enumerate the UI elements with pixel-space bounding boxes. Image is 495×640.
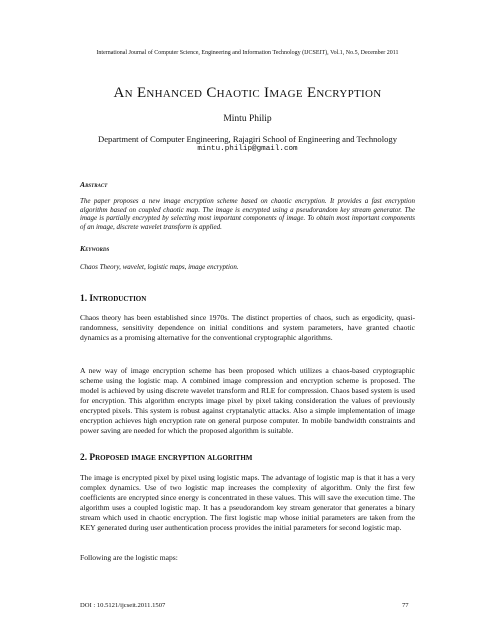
section-heading-introduction: 1. Introduction: [80, 294, 147, 304]
intro-paragraph-1: Chaos theory has been established since 1970s. The distinct properties of chaos, such as ergodicity, quasi-randomness, sensitivity dependence on initial conditions and system parameters, have granted chaotic dynamics as a promising alternative for the conventional cryptographic algorithms.: [80, 313, 415, 342]
section-heading-proposed-algorithm: 2. Proposed image encryption algorithm: [80, 453, 253, 463]
author-name: Mintu Philip: [223, 114, 272, 124]
paper-title: An Enhanced Chaotic Image Encryption: [113, 85, 382, 101]
abstract-heading: Abstract: [80, 180, 108, 189]
keywords-heading: Keywords: [80, 244, 110, 253]
author-affiliation: Department of Computer Engineering, Rajagiri School of Engineering and Technology: [98, 134, 397, 144]
author-email: mintu.philip@gmail.com: [197, 145, 298, 153]
algorithm-paragraph-1: The image is encrypted pixel by pixel using logistic maps. The advantage of logistic map is that it has a very complex dynamics. Use of two logistic map increases the complexity of algorithm. Only the first few coefficients are encrypted since energy is concentrated in these values. This will save the execution time. The algorithm uses a coupled logistic map. It has a pseudorandom key stream generator that generates a binary stream which used in chaotic encryption. The first logistic map whose initial parameters are taken from the KEY generated during user authentication process provides the initial parameters for second logistic map.: [80, 473, 415, 532]
algorithm-paragraph-2: Following are the logistic maps:: [80, 553, 178, 562]
journal-header: International Journal of Computer Science, Engineering and Information Technology (IJCSEIT), Vol.1, No.5, December 2011: [96, 50, 399, 56]
page-number: 77: [402, 602, 409, 609]
keywords-text: Chaos Theory, wavelet, logistic maps, image encryption.: [80, 263, 239, 271]
footer-doi: DOI : 10.5121/ijcseit.2011.1507: [80, 602, 166, 609]
intro-paragraph-2: A new way of image encryption scheme has been proposed which utilizes a chaos-based cryptographic scheme using the logistic map. A combined image compression and encryption scheme is proposed. The model is achieved by using discrete wavelet transform and RLE for compression. Chaos based system is used for encryption. This algorithm encrypts image pixel by pixel taking consideration the values of previously encrypted pixels. This system is robust against cryptanalytic attacks. Also a simple implementation of image encryption achieves high encryption rate on general purpose computer. In mobile bandwidth constraints and power saving are needed for which the proposed algorithm is suitable.: [80, 366, 415, 435]
abstract-text: The paper proposes a new image encryption scheme based on chaotic encryption. It provides a fast encryption algorithm based on coupled chaotic map. The image is encrypted using a pseudorandom key stream generator. The image is partially encrypted by selecting most important components of image. To obtain most important components of an image, discrete wavelet transform is applied.: [80, 197, 415, 231]
